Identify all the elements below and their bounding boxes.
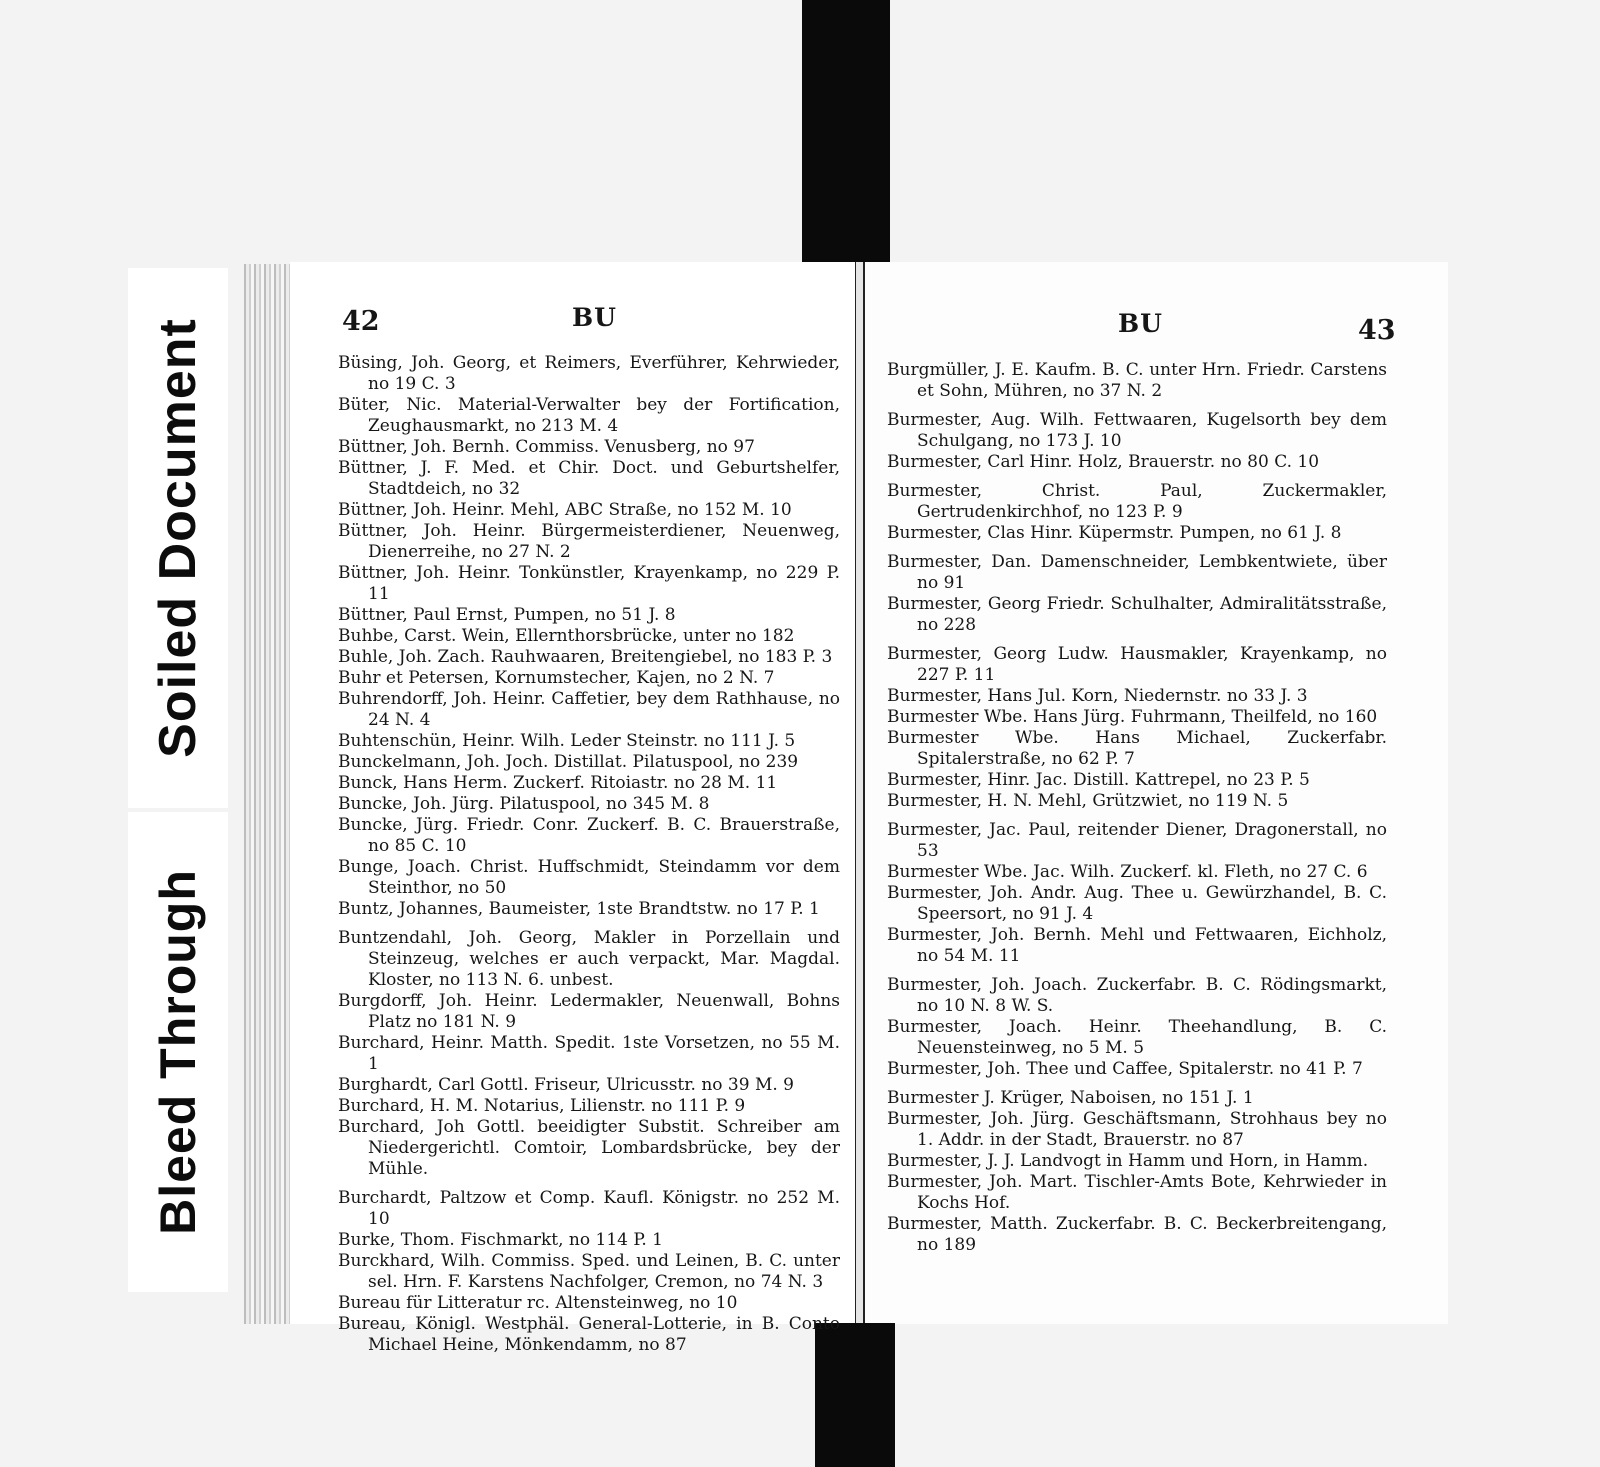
directory-entry: Burmester, Matth. Zuckerfabr. B. C. Beckerbreitengang, no 189 <box>887 1214 1387 1255</box>
left-entry-list <box>338 353 840 1356</box>
directory-entry: Büttner, Joh. Bernh. Commiss. Venusberg, no 97 <box>338 437 755 457</box>
directory-entry: Büttner, Paul Ernst, Pumpen, no 51 J. 8 <box>338 605 676 625</box>
directory-entry: Bureau für Litteratur rc. Altensteinweg, no 10 <box>338 1293 738 1313</box>
directory-entry: Burmester, Clas Hinr. Küpermstr. Pumpen, no 61 J. 8 <box>887 523 1342 543</box>
directory-entry: Burmester, H. N. Mehl, Grützwiet, no 119 N. 5 <box>887 791 1289 811</box>
directory-entry: Büttner, Joh. Heinr. Bürgermeisterdiener, Neuenweg, Dienerreihe, no 27 N. 2 <box>338 521 840 562</box>
directory-entry: Burmester Wbe. Jac. Wilh. Zuckerf. kl. Fleth, no 27 C. 6 <box>887 862 1368 882</box>
directory-entry: Büttner, Joh. Heinr. Mehl, ABC Straße, no 152 M. 10 <box>338 500 792 520</box>
directory-entry: Burchard, Joh Gottl. beeidigter Substit. Schreiber am Niedergerichtl. Comtoir, Lombardsbrücke, bey der Mühle. <box>338 1117 840 1179</box>
directory-entry: Bureau, Königl. Westphäl. General-Lotterie, in B. Conto Michael Heine, Mönkendamm, no 87 <box>338 1314 840 1355</box>
directory-entry: Buhbe, Carst. Wein, Ellernthorsbrücke, unter no 182 <box>338 626 795 646</box>
directory-entry: Buntz, Johannes, Baumeister, 1ste Brandtstw. no 17 P. 1 <box>338 899 820 919</box>
directory-entry: Bunckelmann, Joh. Joch. Distillat. Pilatuspool, no 239 <box>338 752 799 772</box>
directory-entry: Burmester, Aug. Wilh. Fettwaaren, Kugelsorth bey dem Schulgang, no 173 J. 10 <box>887 410 1387 451</box>
right-page-number: 43 <box>1358 315 1396 346</box>
right-entry-list <box>887 360 1387 1256</box>
directory-entry: Burmester J. Krüger, Naboisen, no 151 J. 1 <box>887 1088 1254 1108</box>
directory-entry: Burgdorff, Joh. Heinr. Ledermakler, Neuenwall, Bohns Platz no 181 N. 9 <box>338 991 840 1032</box>
directory-entry: Büttner, Joh. Heinr. Tonkünstler, Krayenkamp, no 229 P. 11 <box>338 563 840 604</box>
directory-entry: Burchard, H. M. Notarius, Lilienstr. no 111 P. 9 <box>338 1096 746 1116</box>
directory-entry: Burmester, Joh. Mart. Tischler-Amts Bote, Kehrwieder in Kochs Hof. <box>887 1172 1387 1213</box>
directory-entry: Büter, Nic. Material-Verwalter bey der Fortification, Zeughausmarkt, no 213 M. 4 <box>338 395 840 436</box>
directory-entry: Burmester, Georg Friedr. Schulhalter, Admiralitätsstraße, no 228 <box>887 594 1387 635</box>
left-page-number: 42 <box>342 306 380 337</box>
directory-entry: Burmester, J. J. Landvogt in Hamm und Horn, in Hamm. <box>887 1151 1369 1171</box>
directory-entry: Büsing, Joh. Georg, et Reimers, Everführer, Kehrwieder, no 19 C. 3 <box>338 353 840 394</box>
directory-entry: Bunck, Hans Herm. Zuckerf. Ritoiastr. no 28 M. 11 <box>338 773 778 793</box>
directory-entry: Burchardt, Paltzow et Comp. Kaufl. Königstr. no 252 M. 10 <box>338 1188 840 1229</box>
directory-entry: Burmester, Joh. Andr. Aug. Thee u. Gewürzhandel, B. C. Speersort, no 91 J. 4 <box>887 883 1387 924</box>
directory-entry: Buncke, Jürg. Friedr. Conr. Zuckerf. B. C. Brauerstraße, no 85 C. 10 <box>338 815 840 856</box>
directory-entry: Burke, Thom. Fischmarkt, no 114 P. 1 <box>338 1230 663 1250</box>
directory-entry: Burmester Wbe. Hans Jürg. Fuhrmann, Theilfeld, no 160 <box>887 707 1378 727</box>
directory-entry: Burghardt, Carl Gottl. Friseur, Ulricusstr. no 39 M. 9 <box>338 1075 794 1095</box>
soiled-document-text: Soiled Document <box>149 318 207 758</box>
left-page-header: BU <box>572 303 617 332</box>
directory-entry: Buhtenschün, Heinr. Wilh. Leder Steinstr. no 111 J. 5 <box>338 731 796 751</box>
directory-entry: Bunge, Joach. Christ. Huffschmidt, Steindamm vor dem Steinthor, no 50 <box>338 857 840 898</box>
directory-entry: Burmester, Jac. Paul, reitender Diener, Dragonerstall, no 53 <box>887 820 1387 861</box>
bleed-through-label <box>128 812 228 1292</box>
directory-entry: Burmester, Hinr. Jac. Distill. Kattrepel, no 23 P. 5 <box>887 770 1310 790</box>
bleed-through-text: Bleed Through <box>150 869 207 1235</box>
directory-entry: Buhr et Petersen, Kornumstecher, Kajen, no 2 N. 7 <box>338 668 775 688</box>
directory-entry: Buntzendahl, Joh. Georg, Makler in Porzellain und Steinzeug, welches er auch verpackt, Mar. Magdal. Kloster, no 113 N. 6. unbest. <box>338 928 840 990</box>
directory-entry: Burmester, Joh. Jürg. Geschäftsmann, Strohhaus bey no 1. Addr. in der Stadt, Brauerstr. no 87 <box>887 1109 1387 1150</box>
directory-entry: Buhrendorff, Joh. Heinr. Caffetier, bey dem Rathhause, no 24 N. 4 <box>338 689 840 730</box>
directory-entry: Burmester, Joh. Bernh. Mehl und Fettwaaren, Eichholz, no 54 M. 11 <box>887 925 1387 966</box>
directory-entry: Burmester, Carl Hinr. Holz, Brauerstr. no 80 C. 10 <box>887 452 1320 472</box>
directory-entry: Burmester, Joach. Heinr. Theehandlung, B. C. Neuensteinweg, no 5 M. 5 <box>887 1017 1387 1058</box>
directory-entry: Burmester, Hans Jul. Korn, Niedernstr. no 33 J. 3 <box>887 686 1308 706</box>
page-edge-stack <box>244 264 292 1324</box>
black-tab-top <box>802 0 890 262</box>
directory-entry: Burmester, Joh. Joach. Zuckerfabr. B. C. Rödingsmarkt, no 10 N. 8 W. S. <box>887 975 1387 1016</box>
directory-entry: Buncke, Joh. Jürg. Pilatuspool, no 345 M. 8 <box>338 794 710 814</box>
directory-entry: Burmester, Georg Ludw. Hausmakler, Krayenkamp, no 227 P. 11 <box>887 644 1387 685</box>
soiled-document-label <box>128 268 228 808</box>
directory-entry: Burckhard, Wilh. Commiss. Sped. und Leinen, B. C. unter sel. Hrn. F. Karstens Nachfolger, Cremon, no 74 N. 3 <box>338 1251 840 1292</box>
right-page-header: BU <box>1118 309 1163 338</box>
directory-entry: Burchard, Heinr. Matth. Spedit. 1ste Vorsetzen, no 55 M. 1 <box>338 1033 840 1074</box>
directory-entry: Burmester, Dan. Damenschneider, Lembkentwiete, über no 91 <box>887 552 1387 593</box>
directory-entry: Burmester, Joh. Thee und Caffee, Spitalerstr. no 41 P. 7 <box>887 1059 1363 1079</box>
directory-entry: Burmester Wbe. Hans Michael, Zuckerfabr. Spitalerstraße, no 62 P. 7 <box>887 728 1387 769</box>
directory-entry: Burgmüller, J. E. Kaufm. B. C. unter Hrn. Friedr. Carstens et Sohn, Mühren, no 37 N. 2 <box>887 360 1387 401</box>
directory-entry: Burmester, Christ. Paul, Zuckermakler, Gertrudenkirchhof, no 123 P. 9 <box>887 481 1387 522</box>
directory-entry: Buhle, Joh. Zach. Rauhwaaren, Breitengiebel, no 183 P. 3 <box>338 647 833 667</box>
directory-entry: Büttner, J. F. Med. et Chir. Doct. und Geburtshelfer, Stadtdeich, no 32 <box>338 458 840 499</box>
